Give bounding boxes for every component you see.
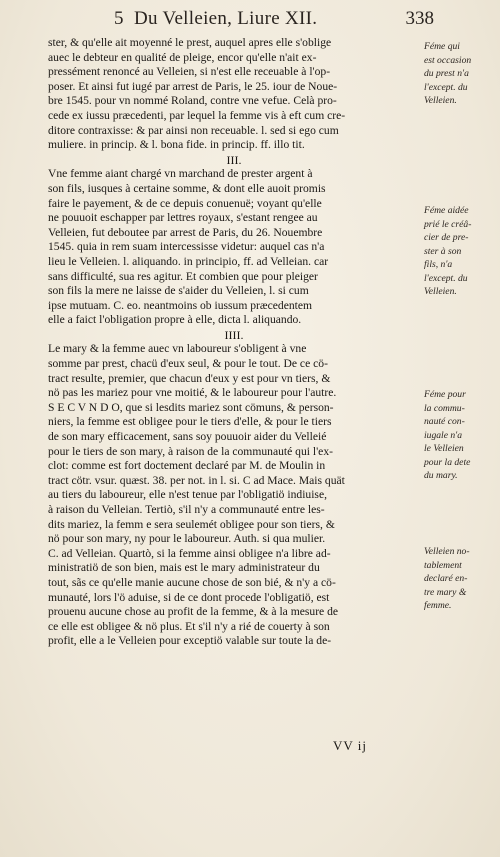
text-line: C. ad Velleian. Quartò, si la femme ainsi obligee n'a libre ad-: [48, 546, 331, 560]
margin-note-line: est occasion: [424, 54, 472, 66]
margin-note-line: Féme aidée: [424, 205, 469, 216]
text-line: auec le debteur en qualité de pleige, encor qu'elle n'ait ex-: [48, 50, 317, 64]
text-line: ne pouuoit eschapper par lettres royaux, s'estant rengee au: [48, 211, 318, 225]
text-line: à raison du Velleian. Tertiò, s'il n'y a communauté entre les-: [48, 503, 325, 516]
text-line: poser. Et ainsi fut iugé par arrest de Paris, le 25. iour de Noue-: [48, 79, 338, 93]
text-line: de son mary efficacement, sans soy pouuoir aider du Velleié: [48, 430, 327, 444]
margin-note-line: Féme qui: [424, 41, 460, 52]
margin-note-line: tablement: [424, 559, 462, 571]
text-line: niers, la femme est obligee pour le tiers d'elle, & pour le tiers: [48, 415, 332, 429]
margin-note-line: l'except. du: [424, 81, 468, 93]
text-line: ster, & qu'elle ait moyenné le prest, auquel apres elle s'oblige: [48, 36, 332, 49]
margin-note-line: Velleien no-: [424, 546, 470, 557]
text-line: tract resulte, premier, que chacun d'eux y est pour vn tiers, &: [48, 371, 331, 385]
text-line: elle a faict l'obligation propre à elle, dicta l. aliquando.: [48, 313, 302, 327]
text-line: tout, sãs ce qu'elle manie aucune chose de son bié, & n'y a cö-: [48, 575, 336, 589]
margin-note-line: ster à son: [424, 245, 462, 257]
text-line: munauté, lors l'ö aduise, si de ce dont procede l'obligatiö, est: [48, 590, 330, 604]
margin-note-line: Féme pour: [424, 389, 466, 400]
text-line: S E C V N D O, que si lesdits mariez sont cömuns, & person-: [48, 400, 334, 414]
text-line: 1545. quia in rem suam intercessisse videtur: auquel cas n'a: [48, 240, 325, 254]
main-text-column: [48, 36, 420, 649]
text-line: Le mary & la femme auec vn laboureur s'obligent à vne: [48, 342, 307, 356]
margin-note-line: du prest n'a: [424, 68, 469, 79]
text-line: son fils, iusques à certaine somme, & dont elle auoit promis: [48, 181, 326, 195]
folio-number: 338: [405, 8, 434, 29]
margin-note-line: iugale n'a: [424, 429, 463, 441]
text-line: ce elle est obligee & nö plus. Et s'il n'y a rié de couerty à son: [48, 619, 330, 633]
section-heading: IIII.: [224, 327, 244, 342]
margin-note-3: [424, 388, 498, 483]
margin-note-line: femme.: [424, 600, 452, 611]
margin-note-line: l'except. du: [424, 272, 468, 284]
margin-note-4: [424, 545, 498, 613]
text-line: son fils la mere ne laisse de s'aider du Velleien, l. si cum: [48, 284, 309, 298]
margin-note-line: cier de pre-: [424, 232, 469, 243]
text-line: Vne femme aiant chargé vn marchand de prester argent à: [48, 167, 313, 181]
text-line: ipse mutuam. C. eo. neantmoins ob iussum præcedentem: [48, 298, 313, 312]
text-line: ditore contraxisse: & par ainsi non receuable. l. sed si ego cum: [48, 123, 339, 137]
text-line: pour le tiers de son mary, à raison de la communauté qui l'ex-: [48, 444, 333, 458]
margin-note-line: Velleien.: [424, 95, 457, 106]
text-line: dits mariez, la femm e sera seulemét obligee pour son tiers, &: [48, 517, 335, 531]
running-title: Du Velleien, Liure XII.: [134, 8, 318, 29]
text-line: pressément renoncé au Velleien, si n'est elle receuable à l'op-: [48, 65, 331, 79]
text-line: bre 1545. pour vn nommé Roland, contre vne vefue. Celà pro-: [48, 94, 337, 108]
text-line: profit, elle a le Velleien pour exceptiö valable sur toute la de-: [48, 634, 332, 648]
margin-note-line: Velleien.: [424, 286, 457, 297]
text-line: nö pour son mary, ny pour le laboureur. Auth. si qua mulier.: [48, 532, 326, 546]
margin-note-line: du mary.: [424, 470, 458, 481]
text-line: ministratiö de son bien, mais est le mary administrateur du: [48, 561, 320, 575]
text-line: clot: comme est fort doctement declaré par M. de Moulin in: [48, 459, 326, 473]
margin-note-line: la commu-: [424, 402, 465, 414]
margin-note-1: [424, 40, 498, 108]
margin-note-line: pour la dete: [424, 456, 471, 468]
text-line: faire le payement, & de ce depuis conuenuë; voyant qu'elle: [48, 196, 322, 210]
text-line: nö pas les mariez pour vne moitié, & le laboureur pour l'autre.: [48, 386, 337, 400]
margin-note-line: tre mary &: [424, 586, 467, 598]
page-header: [114, 4, 434, 32]
text-line: lieu le Velleien. l. aliquando. in principio, ff. ad Velleian. car: [48, 254, 329, 268]
text-line: sans difficulté, sua res agitur. Et combien que pour pleiger: [48, 269, 318, 283]
margin-note-line: le Velleien: [424, 443, 464, 454]
margin-note-line: nauté con-: [424, 416, 465, 427]
text-line: somme par prest, chacü d'eux seul, & pour le tout. De ce cö-: [48, 357, 328, 371]
margin-note-line: fils, n'a: [424, 259, 453, 270]
section-heading: III.: [226, 152, 242, 167]
text-line: prouenu aucune chose au profit de la femme, & à la mesure de: [48, 605, 339, 619]
text-line: tract cötr. vsur. quæst. 38. per not. in l. si. C ad Mace. Mais quät: [48, 473, 345, 487]
text-line: cede ex iussu præcedenti, par lequel la femme vis à eft cum cre-: [48, 108, 346, 122]
text-line: muliere. in princip. & l. bona fide. in princip. ff. illo tit.: [48, 138, 305, 152]
page-number: 5: [114, 8, 124, 29]
margin-note-line: declaré en-: [424, 573, 468, 584]
margin-note-line: prié le créâ-: [424, 218, 472, 230]
signature-mark: VV ij: [333, 738, 368, 753]
margin-note-2: [424, 204, 498, 299]
text-line: au tiers du laboureur, elle n'est tenue par l'obligatiö indiuise,: [48, 488, 327, 502]
text-line: Velleien, fut deboutee par arrest de Paris, du 26. Nouembre: [48, 225, 323, 239]
